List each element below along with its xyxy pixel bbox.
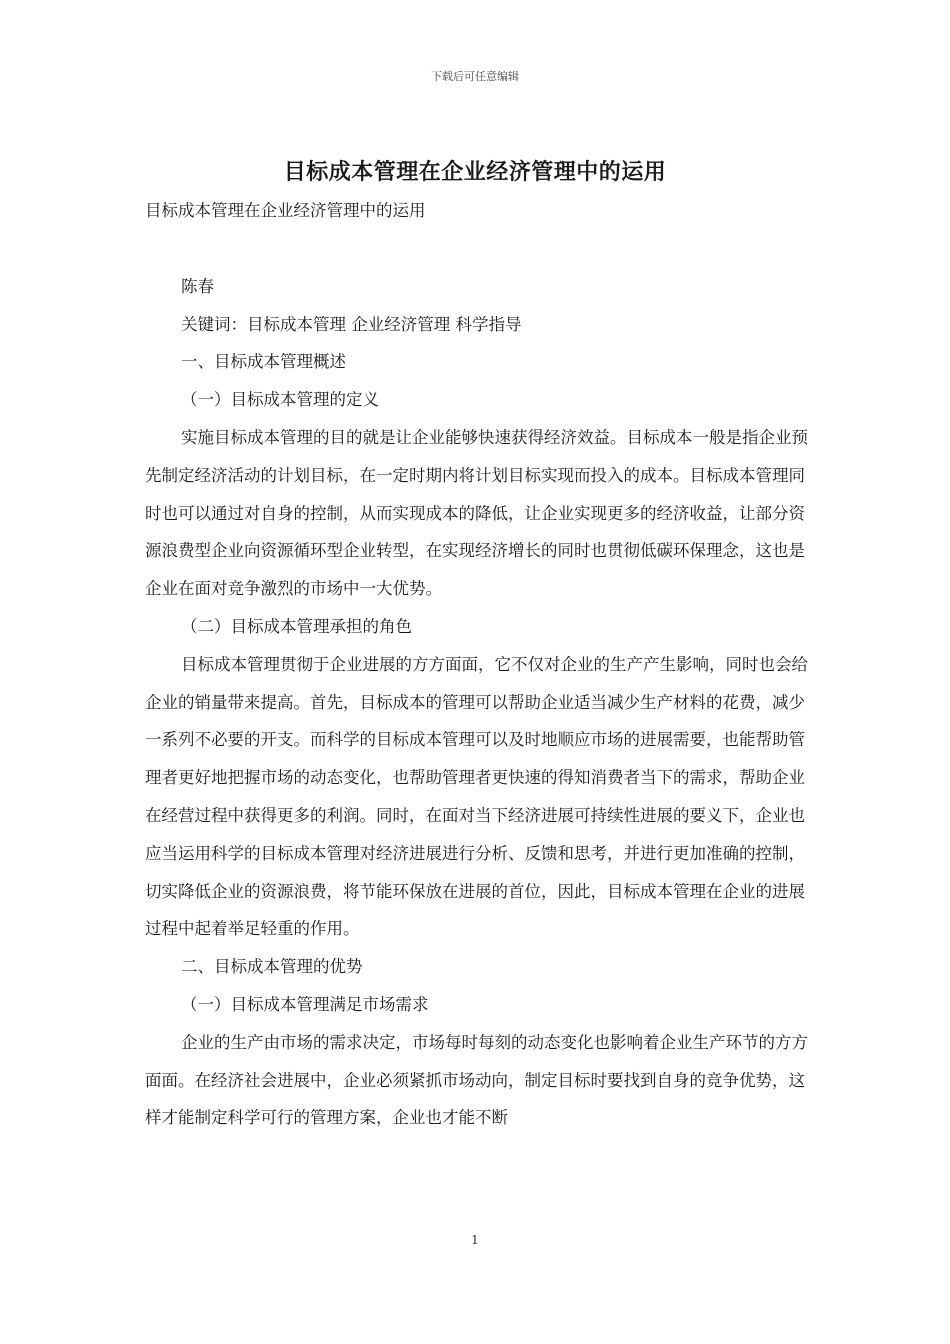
page-number: 1 (471, 1233, 479, 1247)
page-title: 目标成本管理在企业经济管理中的运用 (283, 159, 667, 185)
author: 陈春 (181, 276, 214, 296)
subsection-heading-2-1: （一）目标成本管理满足市场需求 (181, 994, 429, 1014)
paragraph-2: 目标成本管理贯彻于企业进展的方方面面，它不仅对企业的生产产生影响，同时也会给企业的销量带来提高。首先，目标成本的管理可以帮助企业适当减少生产材料的花费，减少一系列不必要的开支。而科学的目标成本管理可以及时地顺应市场的进展需要，也能帮助管理者更好地把握市场的动态变化，也帮助管理者更快速的得知消费者当下的需求，帮助企业在经营过程中获得更多的利润。同时，在面对当下经济进展可持续性进展的要义下，企业也应当运用科学的目标成本管理对经济进展进行分析、反馈和思考，并进行更加准确的控制，切实降低企业的资源浪费，将节能环保放在进展的首位，因此，目标成本管理在企业的进展过程中起着举足轻重的作用。 (145, 654, 808, 939)
paragraph-3: 企业的生产由市场的需求决定，市场每时每刻的动态变化也影响着企业生产环节的方方面面。在经济社会进展中，企业必须紧抓市场动向，制定目标时要找到自身的竞争优势，这样才能制定科学可行的管理方案，企业也才能不断 (145, 1032, 808, 1128)
subtitle: 目标成本管理在企业经济管理中的运用 (145, 201, 426, 220)
header-note: 下载后可任意编辑 (431, 70, 519, 83)
subsection-heading-1-1: （一）目标成本管理的定义 (181, 390, 379, 410)
subsection-heading-1-2: （二）目标成本管理承担的角色 (181, 616, 412, 636)
section-heading-2: 二、目标成本管理的优势 (181, 957, 363, 977)
keywords: 关键词：目标成本管理 企业经济管理 科学指导 (181, 314, 522, 334)
section-heading-1: 一、目标成本管理概述 (181, 352, 346, 372)
document-body (145, 192, 815, 1137)
paragraph-1: 实施目标成本管理的目的就是让企业能够快速获得经济效益。目标成本一般是指企业预先制定经济活动的计划目标，在一定时期内将计划目标实现而投入的成本。目标成本管理同时也可以通过对自身的控制，从而实现成本的降低，让企业实现更多的经济收益，让部分资源浪费型企业向资源循环型企业转型，在实现经济增长的同时也贯彻低碳环保理念，这也是企业在面对竞争激烈的市场中一大优势。 (145, 427, 808, 599)
